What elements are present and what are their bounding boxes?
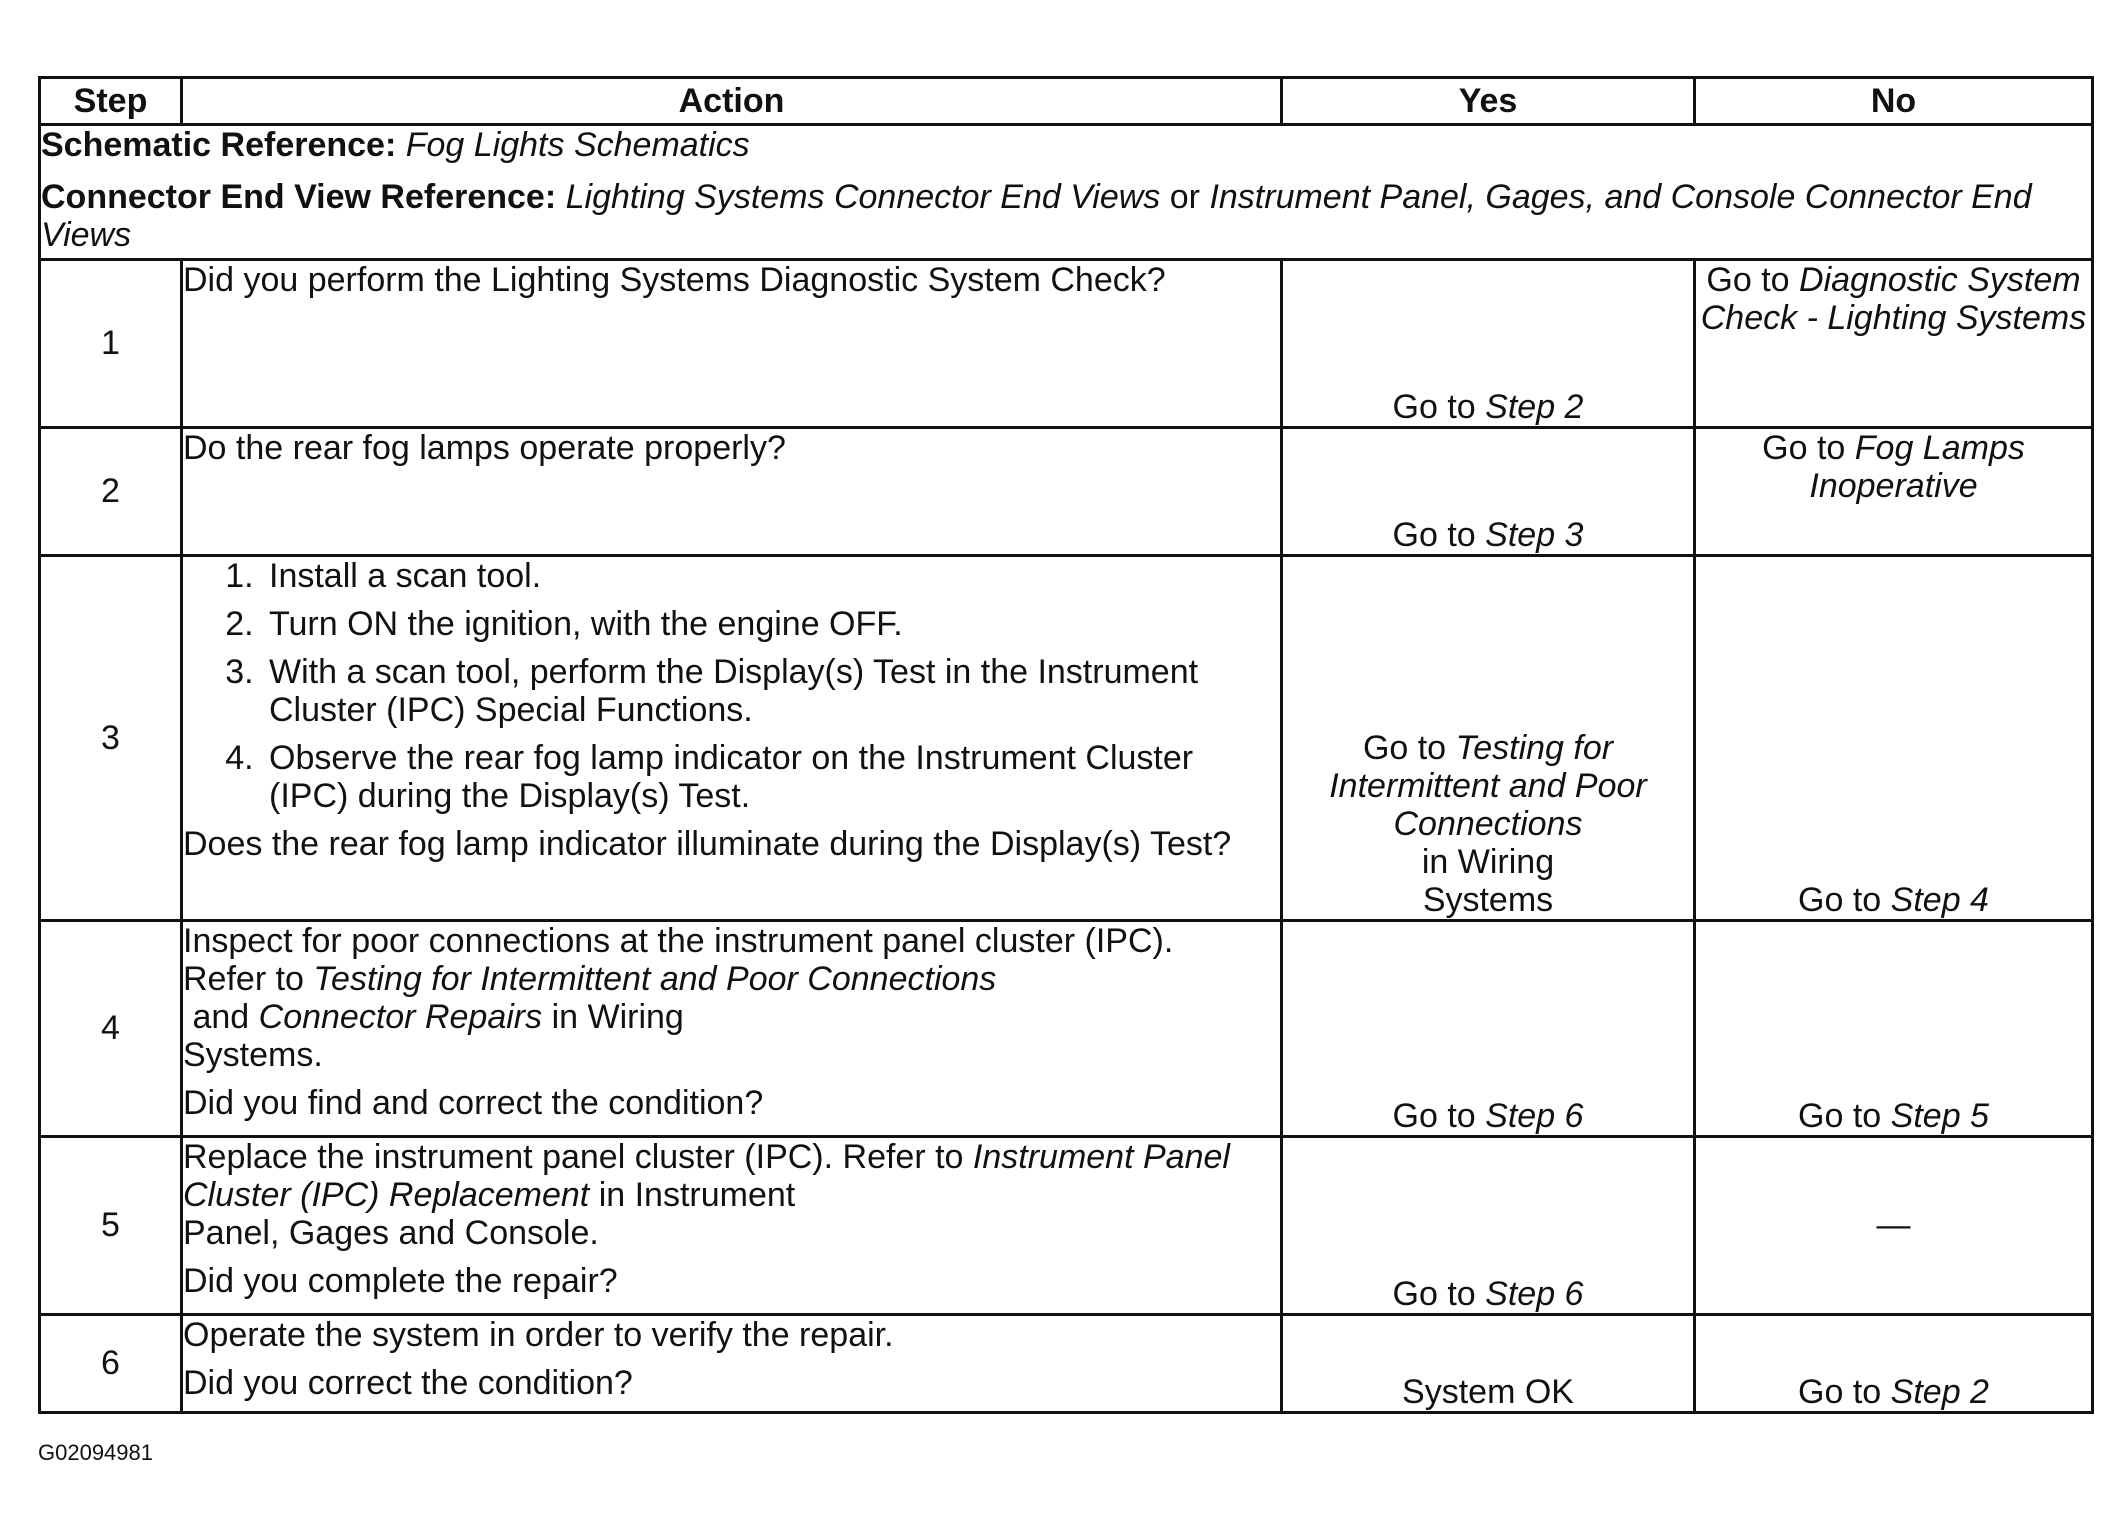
action-cell	[182, 1137, 1282, 1315]
yes-prefix: Go to	[1392, 1274, 1476, 1313]
yes-link[interactable]: Testing for Intermittent and Poor Connections	[1329, 728, 1647, 843]
no-prefix: Go to	[1798, 1372, 1882, 1411]
no-link[interactable]: Fog Lamps Inoperative	[1809, 429, 2025, 506]
step-number: 2	[40, 428, 182, 556]
table-row	[40, 260, 2093, 428]
no-prefix: Go to	[1798, 880, 1882, 919]
no-cell	[1695, 556, 2093, 921]
no-prefix: Go to	[1798, 1096, 1882, 1135]
yes-suffix: Systems	[1422, 880, 1554, 919]
step-number: 5	[40, 1137, 182, 1315]
action-question: Did you correct the condition?	[183, 1364, 633, 1403]
yes-suffix: in Wiring	[1421, 842, 1555, 881]
action-text-line: Panel, Gages and Console.	[183, 1214, 599, 1253]
yes-cell	[1282, 1315, 1695, 1413]
action-question: Did you find and correct the condition?	[183, 1084, 764, 1123]
list-item: 2. Turn ON the ignition, with the engine OFF.	[263, 605, 1280, 643]
yes-cell	[1282, 1137, 1695, 1315]
no-cell	[1695, 1137, 2093, 1315]
table-row	[40, 556, 2093, 921]
action-text: Operate the system in order to verify the repair.	[183, 1316, 894, 1354]
ipc-replacement-link[interactable]: Instrument Panel Cluster (IPC) Replacement	[183, 1138, 1230, 1215]
yes-cell	[1282, 921, 1695, 1137]
reference-row	[40, 125, 2093, 260]
in-wiring-text: in Wiring	[551, 998, 684, 1037]
action-cell	[182, 428, 1282, 556]
action-cell	[182, 1315, 1282, 1413]
no-cell	[1695, 921, 2093, 1137]
systems-text: Systems.	[183, 1036, 323, 1075]
no-link[interactable]: Step 5	[1890, 1096, 1989, 1135]
connector-reference	[41, 178, 2091, 254]
reference-cell	[40, 125, 2093, 260]
action-text: Did you perform the Lighting Systems Diagnostic System Check?	[183, 261, 1166, 299]
connector-link-lighting[interactable]: Lighting Systems Connector End Views	[565, 178, 1161, 217]
yes-prefix: Go to	[1392, 387, 1476, 426]
action-question: Did you complete the repair?	[183, 1262, 618, 1301]
action-question: Does the rear fog lamp indicator illuminate during the Display(s) Test?	[183, 825, 1232, 864]
yes-link[interactable]: Step 3	[1485, 515, 1584, 554]
no-cell	[1695, 1315, 2093, 1413]
header-no: No	[1695, 78, 2093, 125]
yes-cell	[1282, 428, 1695, 556]
yes-cell	[1282, 260, 1695, 428]
action-cell	[182, 556, 1282, 921]
action-cell	[182, 921, 1282, 1137]
header-yes: Yes	[1282, 78, 1695, 125]
schematic-link[interactable]: Fog Lights Schematics	[405, 126, 750, 164]
diagnostic-table	[38, 76, 2094, 1414]
action-text	[183, 1138, 1280, 1252]
no-prefix: Go to	[1762, 429, 1846, 467]
no-dash: —	[1876, 1206, 1911, 1245]
yes-link[interactable]: Step 6	[1485, 1274, 1584, 1313]
action-cell	[182, 260, 1282, 428]
header-step: Step	[40, 78, 182, 125]
connector-link-instrument-panel[interactable]: Instrument Panel, Gages, and Console Connector End Views	[41, 178, 2032, 255]
action-text-line: Replace the instrument panel cluster (IPC). Refer to	[183, 1138, 964, 1176]
list-item: 1. Install a scan tool.	[263, 557, 1280, 595]
action-text	[183, 922, 1280, 1074]
step-number: 4	[40, 921, 182, 1137]
list-item: 3. With a scan tool, perform the Display(s) Test in the Instrument Cluster (IPC) Special Functions.	[263, 653, 1280, 729]
yes-prefix: Go to	[1392, 1096, 1476, 1135]
yes-link[interactable]: Step 2	[1485, 387, 1584, 426]
procedure-list	[183, 557, 1280, 815]
and-text: and	[192, 998, 250, 1037]
schematic-label: Schematic Reference:	[41, 126, 397, 164]
connector-label: Connector End View Reference:	[41, 178, 557, 217]
no-link[interactable]: Diagnostic System Check - Lighting Systems	[1700, 261, 2087, 338]
table-row	[40, 921, 2093, 1137]
yes-prefix: Go to	[1392, 515, 1476, 554]
refer-text: Refer to	[183, 960, 304, 999]
list-item: 4. Observe the rear fog lamp indicator on the Instrument Cluster (IPC) during the Display(s) Test.	[263, 739, 1280, 815]
testing-link[interactable]: Testing for Intermittent and Poor Connections	[313, 960, 997, 999]
header-action: Action	[182, 78, 1282, 125]
table-row	[40, 1137, 2093, 1315]
action-text-line: in Instrument	[598, 1176, 796, 1215]
connector-repairs-link[interactable]: Connector Repairs	[258, 998, 543, 1037]
action-text-line: Inspect for poor connections at the instrument panel cluster (IPC).	[183, 922, 1174, 960]
step-number: 3	[40, 556, 182, 921]
connector-or: or	[1169, 178, 1200, 217]
step-number: 1	[40, 260, 182, 428]
table-header-row	[40, 78, 2093, 125]
figure-id: G02094981	[38, 1440, 153, 1465]
no-cell	[1695, 428, 2093, 556]
no-prefix: Go to	[1706, 261, 1790, 299]
no-cell	[1695, 260, 2093, 428]
yes-text: System OK	[1402, 1372, 1574, 1411]
step-number: 6	[40, 1315, 182, 1413]
schematic-reference	[41, 126, 2091, 164]
no-link[interactable]: Step 4	[1890, 880, 1989, 919]
yes-link[interactable]: Step 6	[1485, 1096, 1584, 1135]
action-text: Do the rear fog lamps operate properly?	[183, 429, 786, 467]
table-row	[40, 1315, 2093, 1413]
table-row	[40, 428, 2093, 556]
yes-cell	[1282, 556, 1695, 921]
no-link[interactable]: Step 2	[1890, 1372, 1989, 1411]
yes-prefix: Go to	[1362, 728, 1447, 767]
